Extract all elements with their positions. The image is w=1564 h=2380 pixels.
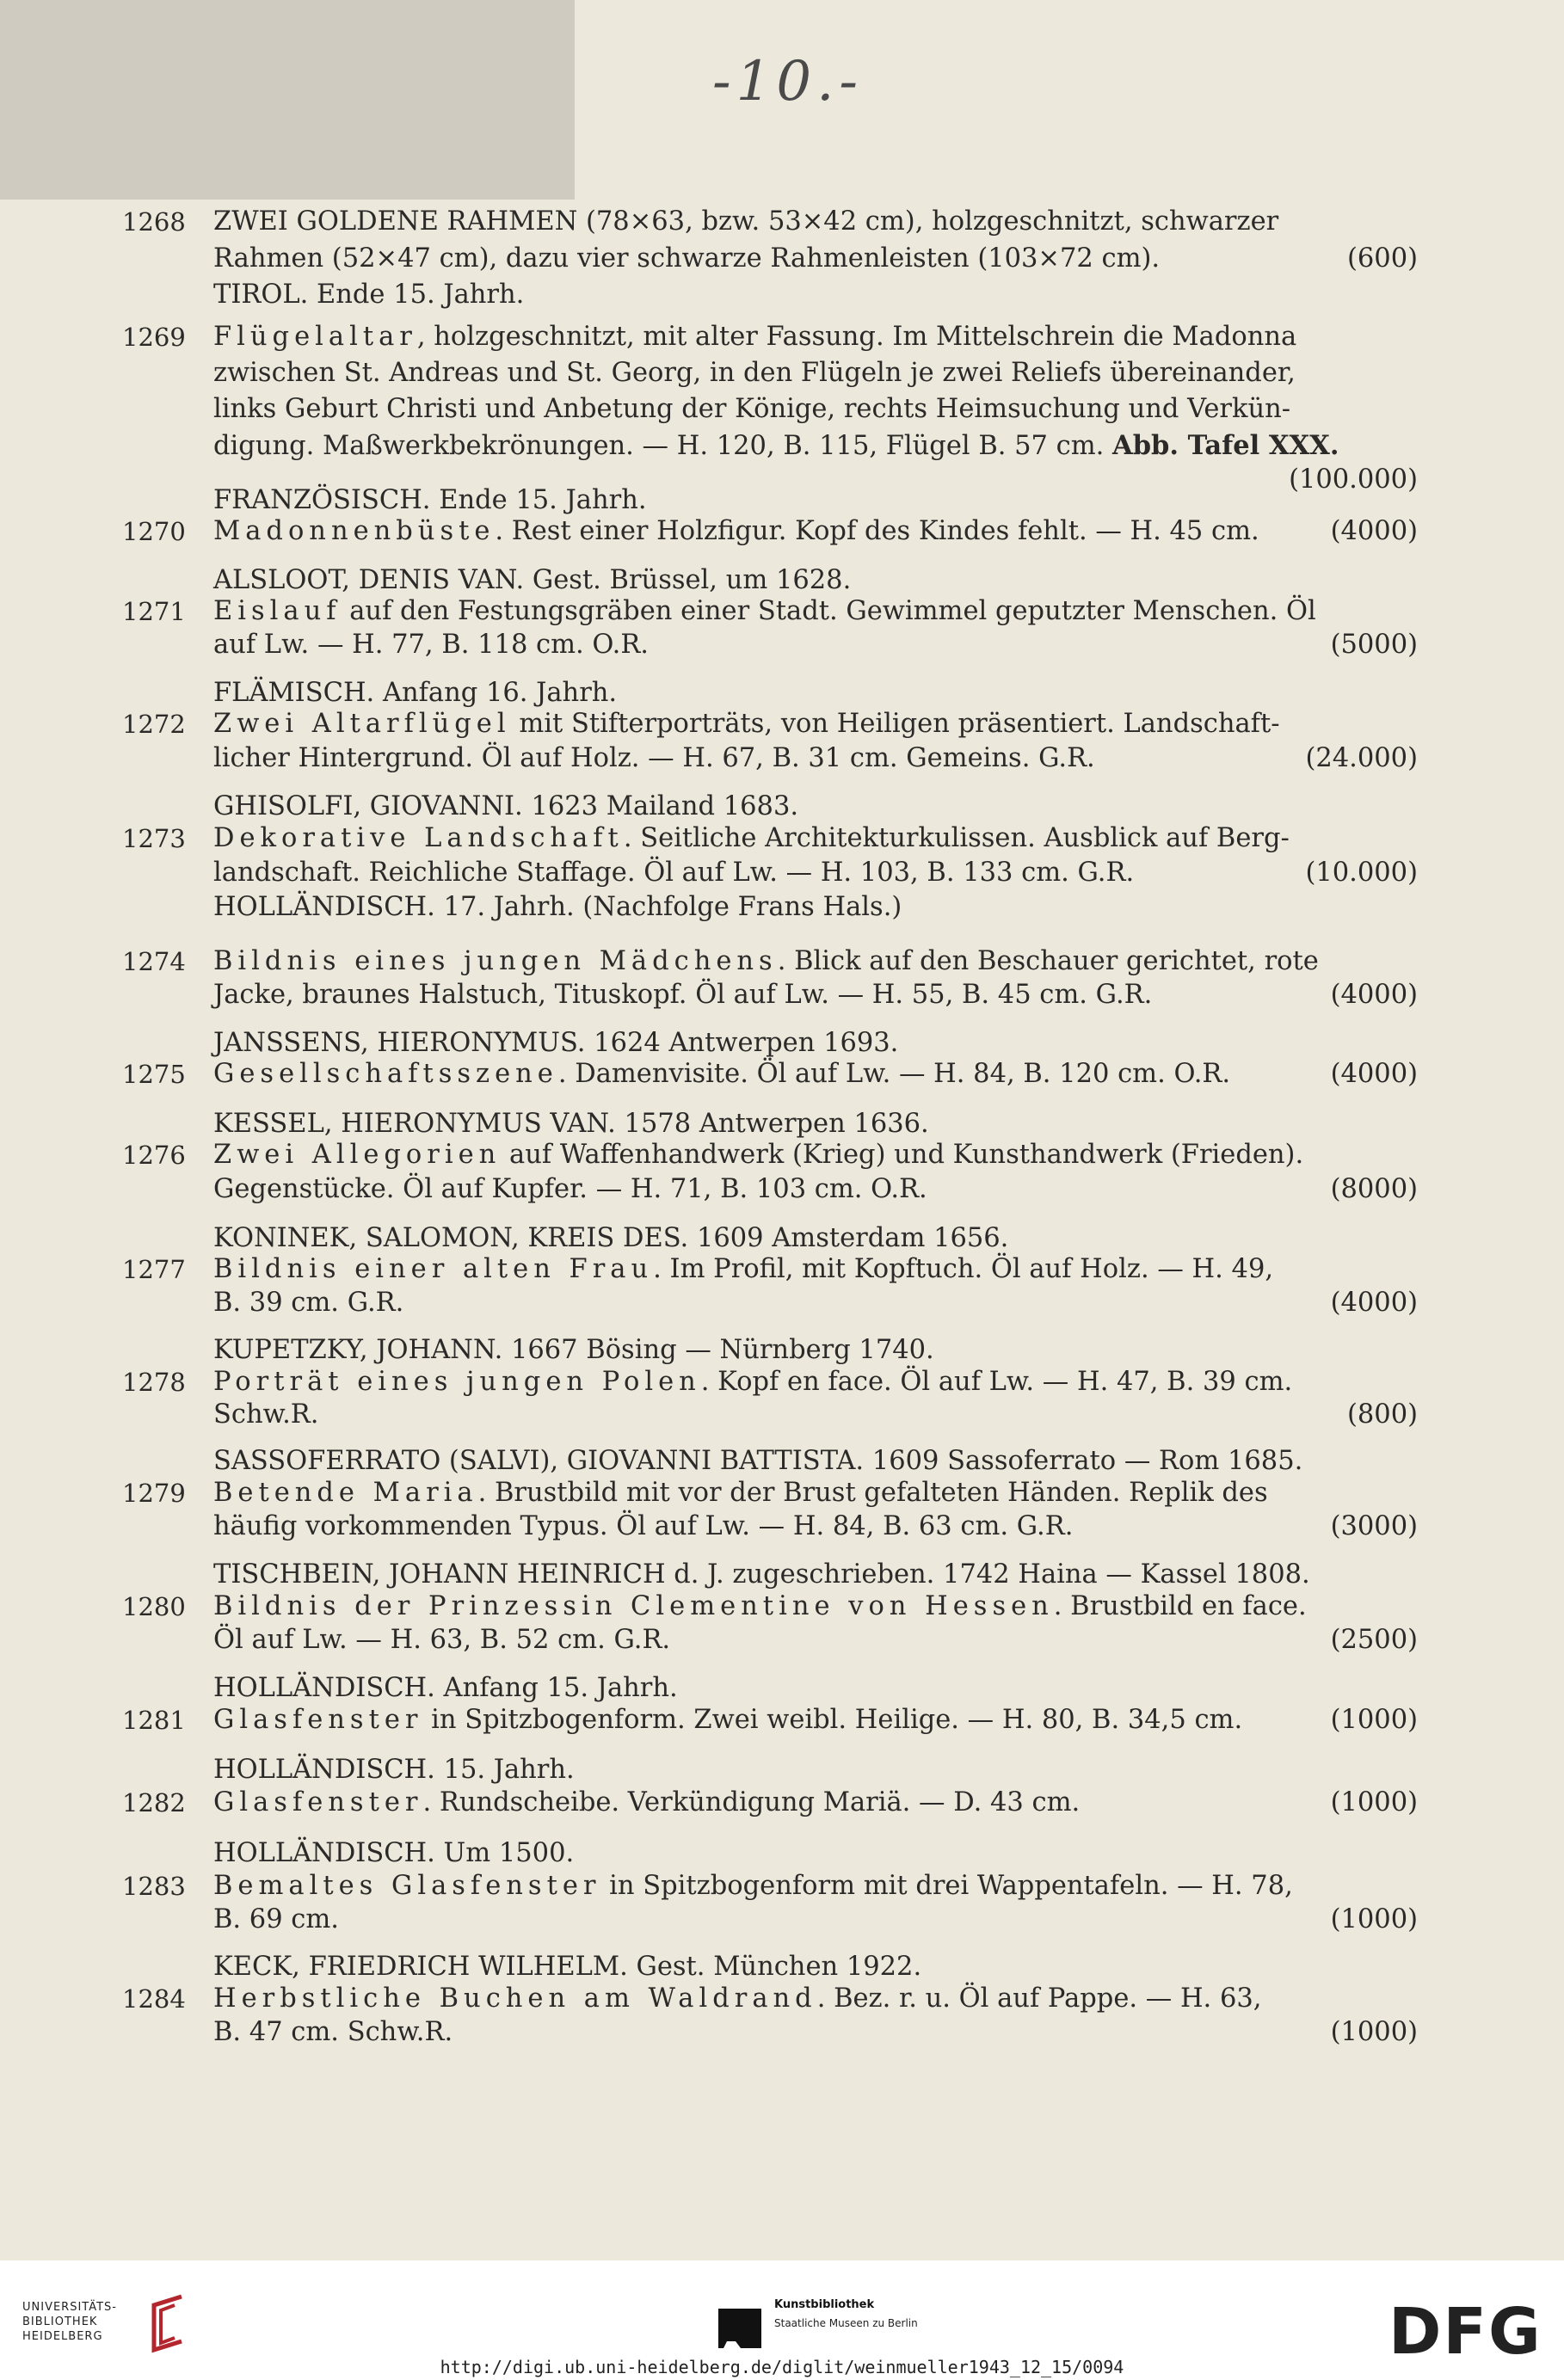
lot-text: licher Hintergrund. Öl auf Holz. — H. 67, B. 31 cm. Gemeins. G.R. [213,743,1095,773]
estimate-price: (5000) [1330,630,1418,660]
lot-title: Zwei Allegorien [213,1140,502,1170]
artist-header: SASSOFERRATO (SALVI), GIOVANNI BATTISTA. 1609 Sassoferrato — Rom 1685. [213,1446,1303,1476]
lot-description-line [213,1786,1418,1820]
university-library-name: UNIVERSITÄTS- BIBLIOTHEK HEIDELBERG [22,2301,117,2343]
kunstbibliothek-subtitle: Staatliche Museen zu Berlin [774,2317,918,2329]
artist-header: KECK, FRIEDRICH WILHELM. Gest. München 1922. [213,1952,922,1982]
lot-text: . Brustbild mit vor der Brust gefalteten Händen. Replik des [477,1478,1268,1508]
artist-header: ALSLOOT, DENIS VAN. Gest. Brüssel, um 1628. [213,565,852,595]
lot-text: auf Lw. — H. 77, B. 118 cm. O.R. [213,630,650,660]
lot-description-line [213,356,1418,391]
lot-text: . Kopf en face. Öl auf Lw. — H. 47, B. 39 cm. [700,1367,1293,1397]
lot-description-line [213,1869,1418,1903]
lot-title: Flügelaltar [213,322,417,352]
estimate-price: (600) [1346,243,1418,274]
lot-title: Bildnis der Prinzessin Clementine von Hessen [213,1591,1054,1621]
lot-description-line [213,320,1418,354]
lot-text: links Geburt Christi und Anbetung der Könige, rechts Heimsuchung und Verkün- [213,394,1291,424]
artist-header: HOLLÄNDISCH. 17. Jahrh. (Nachfolge Frans Hals.) [213,892,902,922]
lot-text: . Blick auf den Beschauer gerichtet, rote [777,946,1319,976]
estimate-price: (4000) [1330,1059,1418,1089]
lot-text: auf Waffenhandwerk (Krieg) und Kunsthandwerk (Frieden). [501,1140,1304,1170]
lot-text: in Spitzbogenform mit drei Wappentafeln. — H. 78, [600,1871,1293,1901]
lot-title: Betende Maria [213,1478,478,1508]
estimate-price: (24.000) [1305,743,1418,773]
lot-text: B. 69 cm. [213,1904,340,1934]
artist-header: KUPETZKY, JOHANN. 1667 Bösing — Nürnberg 1740. [213,1335,934,1365]
estimate-price: (4000) [1330,1288,1418,1318]
estimate-price: (4000) [1330,516,1418,546]
lot-text: Gegenstücke. Öl auf Kupfer. — H. 71, B. 103 cm. O.R. [213,1174,927,1204]
lot-number: 1284 [122,1984,186,2014]
handwritten-page-note: -10.- [712,50,864,114]
lot-description-line [213,628,1418,662]
lot-description-line [213,1903,1418,1937]
artist-header: FLÄMISCH. Anfang 16. Jahrh. [213,678,618,708]
kunstbibliothek-logo-icon [717,2307,763,2350]
lot-text: B. 47 cm. Schw.R. [213,2017,453,2047]
lot-description-line [213,1057,1418,1092]
lot-number: 1269 [122,323,186,352]
lot-text: Jacke, braunes Halstuch, Tituskopf. Öl auf Lw. — H. 55, B. 45 cm. G.R. [213,980,1153,1010]
lot-text: auf den Festungsgräben einer Stadt. Gewimmel geputzter Menschen. Öl [341,596,1316,626]
lot-number: 1270 [122,517,186,546]
lot-text: . Rundscheibe. Verkündigung Mariä. — D. 43 cm. [422,1787,1081,1817]
lot-description-line [213,944,1418,979]
lot-text: . Damenvisite. Öl auf Lw. — H. 84, B. 120 cm. O.R. [557,1059,1231,1089]
lot-text: Rahmen (52×47 cm), dazu vier schwarze Rahmenleisten (103×72 cm). [213,243,1161,274]
lot-text: B. 39 cm. G.R. [213,1288,404,1318]
source-url[interactable]: http://digi.ub.uni-heidelberg.de/diglit/weinmueller1943_12_15/0094 [440,2357,1124,2377]
lot-text: . Rest einer Holzfigur. Kopf des Kindes fehlt. — H. 45 cm. [495,516,1259,546]
lot-number: 1279 [122,1479,186,1508]
lot-number: 1272 [122,710,186,739]
lot-number: 1268 [122,207,186,237]
lot-title: Bildnis einer alten Frau [213,1254,654,1284]
lot-text: ZWEI GOLDENE RAHMEN (78×63, bzw. 53×42 cm), holzgeschnitzt, schwarzer [213,206,1279,237]
lot-description-line [213,594,1418,629]
lot-number: 1283 [122,1872,186,1901]
lot-description-line [213,1476,1418,1510]
artist-header: HOLLÄNDISCH. Anfang 15. Jahrh. [213,1673,678,1703]
university-library-logo-icon [140,2293,192,2357]
lot-description-line [213,1172,1418,1207]
lot-description-line [213,821,1418,856]
lot-description-line [213,1286,1418,1320]
estimate-price: (1000) [1330,1705,1418,1735]
lot-number: 1274 [122,947,186,976]
lot-description-line [213,1252,1418,1287]
estimate-price: (2500) [1330,1625,1418,1655]
lot-title: Madonnenbüste [213,516,496,546]
artist-header: KESSEL, HIERONYMUS VAN. 1578 Antwerpen 1636. [213,1109,929,1139]
lot-text: digung. Maßwerkbekrönungen. — H. 120, B. 115, Flügel B. 57 cm. [213,431,1113,461]
lot-description-line [213,1982,1418,2016]
lot-text: landschaft. Reichliche Staffage. Öl auf Lw. — H. 103, B. 133 cm. G.R. [213,858,1135,888]
lot-text: mit Stifterporträts, von Heiligen präsentiert. Landschaft- [510,709,1280,739]
estimate-price: (800) [1346,1399,1418,1430]
lot-title: Glasfenster [213,1787,423,1817]
lot-description-line [213,1510,1418,1544]
lot-number: 1281 [122,1706,186,1735]
lot-number: 1282 [122,1788,186,1817]
estimate-price: (1000) [1330,1787,1418,1817]
estimate-price: (4000) [1330,980,1418,1010]
estimate-price: (10.000) [1305,858,1418,888]
kunstbibliothek-title: Kunstbibliothek [774,2298,875,2311]
dfg-logo: DFG [1389,2295,1542,2369]
lot-number: 1271 [122,597,186,626]
lot-description-line [213,1623,1418,1657]
artist-header: HOLLÄNDISCH. Um 1500. [213,1838,575,1868]
lot-text: Öl auf Lw. — H. 63, B. 52 cm. G.R. [213,1625,671,1655]
lot-description-line [213,2015,1418,2050]
lot-title: Zwei Altarflügel [213,709,511,739]
lot-description-line [213,1398,1418,1432]
lot-number: 1275 [122,1060,186,1089]
lot-number: 1273 [122,824,186,853]
lot-description-line [213,392,1418,427]
lot-title: Dekorative Landschaft [213,823,624,853]
lot-text: zwischen St. Andreas und St. Georg, in den Flügeln je zwei Reliefs übereinander, [213,358,1296,388]
lot-text: Schw.R. [213,1399,319,1430]
lot-description-line [213,1590,1418,1624]
artist-header: GHISOLFI, GIOVANNI. 1623 Mailand 1683. [213,791,799,821]
lot-title: Glasfenster [213,1705,423,1735]
artist-header: KONINEK, SALOMON, KREIS DES. 1609 Amsterdam 1656. [213,1223,1009,1253]
lot-text: . Bez. r. u. Öl auf Pappe. — H. 63, [816,1983,1262,2014]
estimate-price: (8000) [1330,1174,1418,1204]
lot-number: 1276 [122,1141,186,1170]
lot-text: häufig vorkommenden Typus. Öl auf Lw. — H. 84, B. 63 cm. G.R. [213,1511,1074,1541]
lot-title: Porträt eines jungen Polen [213,1367,701,1397]
lot-description-line [213,856,1418,890]
lot-text: . Seitliche Architekturkulissen. Ausblick auf Berg- [623,823,1290,853]
lot-title: Herbstliche Buchen am Waldrand [213,1983,817,2014]
lot-title: Bildnis eines jungen Mädchens [213,946,778,976]
lot-description-line [213,1703,1418,1737]
artist-header: TIROL. Ende 15. Jahrh. [213,280,525,310]
lot-number: 1277 [122,1255,186,1284]
estimate-price: (100.000) [1289,464,1418,495]
lot-text: in Spitzbogenform. Zwei weibl. Heilige. — H. 80, B. 34,5 cm. [422,1705,1243,1735]
estimate-price: (1000) [1330,2017,1418,2047]
lot-description-line [213,428,1418,463]
lot-description-line [213,741,1418,776]
artist-header: HOLLÄNDISCH. 15. Jahrh. [213,1755,575,1785]
artist-header: TISCHBEIN, JOHANN HEINRICH d. J. zugeschrieben. 1742 Haina — Kassel 1808. [213,1559,1310,1590]
lot-text: , holzgeschnitzt, mit alter Fassung. Im Mittelschrein die Madonna [416,322,1297,352]
lot-description-line [213,978,1418,1012]
lot-description-line [213,1365,1418,1399]
lot-title: Eislauf [213,596,342,626]
lot-text: . Brustbild en face. [1053,1591,1307,1621]
lot-description-line [213,205,1418,239]
lot-text: . Im Profil, mit Kopftuch. Öl auf Holz. — H. 49, [653,1254,1274,1284]
lot-number: 1278 [122,1368,186,1397]
artist-header: JANSSENS, HIERONYMUS. 1624 Antwerpen 1693. [213,1028,899,1058]
lot-description-line [213,242,1418,276]
lot-title: Gesellschaftsszene [213,1059,558,1089]
lot-description-line [213,707,1418,741]
lot-description-line [213,1138,1418,1172]
artist-header: FRANZÖSISCH. Ende 15. Jahrh. [213,485,647,515]
lot-description-line [213,514,1418,549]
footer [0,2260,1564,2380]
estimate-price: (3000) [1330,1511,1418,1541]
lot-title: Bemaltes Glasfenster [213,1871,601,1901]
plate-reference: Abb. Tafel XXX. [1112,430,1339,461]
lot-number: 1280 [122,1592,186,1621]
estimate-price: (1000) [1330,1904,1418,1934]
